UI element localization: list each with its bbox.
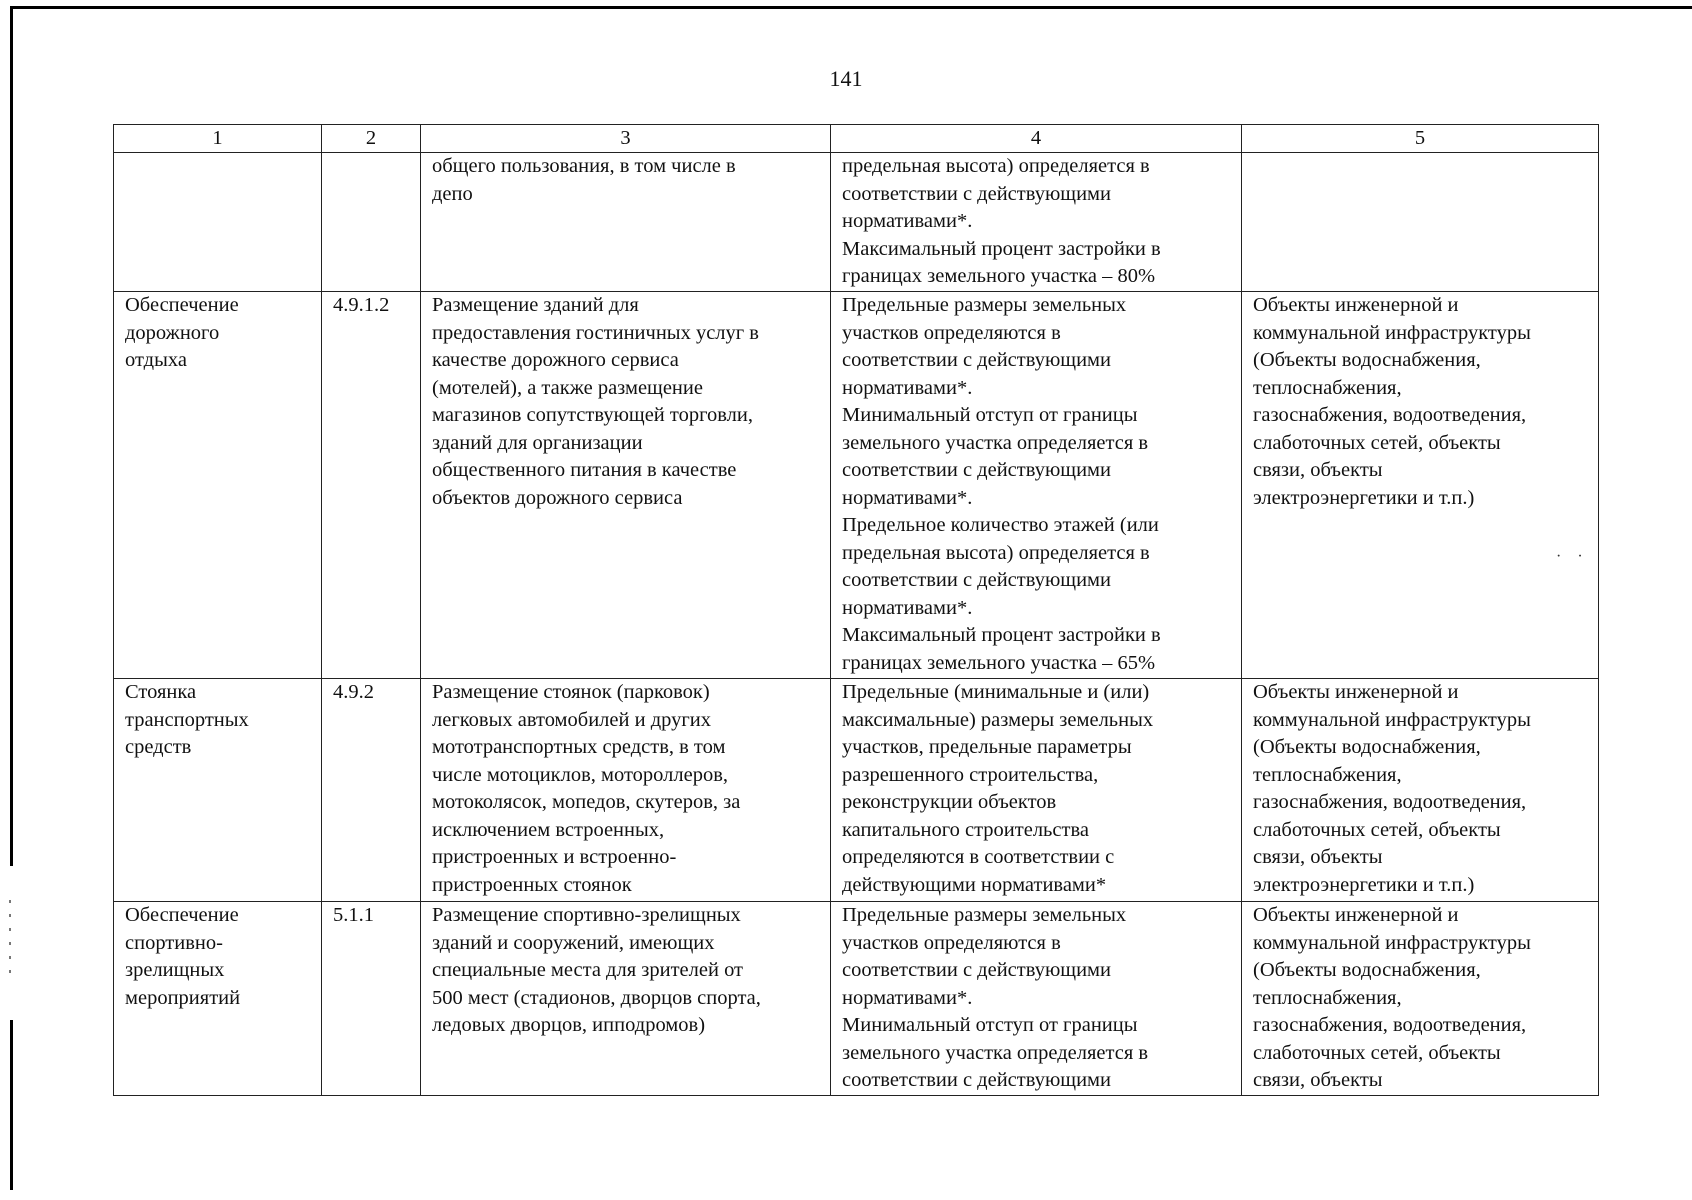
land-use-code-cell — [322, 679, 421, 902]
cell-text-line: соответствии с действующими — [842, 1069, 1111, 1091]
description-cell — [421, 153, 831, 292]
cell-text-line: газоснабжения, водоотведения, — [1253, 404, 1527, 426]
cell-text-line: Стоянка — [125, 681, 197, 703]
cell-text-line: Объекты инженерной и — [1253, 681, 1459, 703]
page-number: 141 — [829, 66, 863, 91]
cell-text-line: 500 мест (стадионов, дворцов спорта, — [432, 986, 761, 1009]
column-header-1: 1 — [114, 125, 322, 153]
table-row — [114, 292, 1599, 679]
cell-text-line: действующими нормативами* — [842, 873, 1107, 896]
scan-marks: · · — [1556, 548, 1589, 565]
cell-text-line: границах земельного участка – 80% — [842, 265, 1156, 287]
cell-text-line: пристроенных стоянок — [432, 873, 632, 896]
cell-text-line: участков, предельные параметры — [842, 736, 1132, 758]
cell-text-line: Максимальный процент застройки в — [842, 624, 1161, 646]
parameters-cell — [831, 679, 1242, 902]
auxiliary-uses-cell — [1242, 292, 1599, 679]
cell-text-line: магазинов сопутствующей торговли, — [432, 404, 753, 426]
cell-text-line: соответствии с действующими — [842, 182, 1111, 205]
cell-text-line: Размещение зданий для — [432, 294, 639, 316]
cell-text-line: предельная высота) определяется в — [842, 155, 1150, 177]
land-use-name-cell — [114, 153, 322, 292]
table-row — [114, 153, 1599, 292]
description-cell — [421, 902, 831, 1096]
cell-text-line: предоставления гостиничных услуг в — [432, 321, 759, 344]
cell-text-line: пристроенных и встроенно- — [432, 846, 677, 868]
cell-text-line: дорожного — [125, 321, 220, 344]
cell-text-line: Размещение стоянок (парковок) — [432, 681, 710, 703]
cell-text-line: нормативами*. — [842, 596, 973, 619]
cell-text-line: зданий и сооружений, имеющих — [432, 931, 715, 954]
cell-text-line: зрелищных — [125, 959, 225, 981]
land-use-name-cell — [114, 902, 322, 1096]
cell-text-line: теплоснабжения, — [1253, 763, 1402, 786]
cell-text-line: соответствии с действующими — [842, 349, 1111, 371]
land-use-code-cell — [322, 153, 421, 292]
auxiliary-uses-cell — [1242, 679, 1599, 902]
cell-text-line: транспортных — [125, 708, 249, 731]
cell-text-line: слаботочных сетей, объекты — [1253, 1041, 1501, 1064]
cell-text-line: Предельные (минимальные и (или) — [842, 681, 1150, 703]
table-row — [114, 902, 1599, 1096]
column-header-2: 2 — [322, 125, 421, 153]
cell-text-line: электроэнергетики и т.п.) — [1253, 873, 1475, 896]
auxiliary-uses-cell — [1242, 153, 1599, 292]
cell-text-line: Минимальный отступ от границы — [842, 1014, 1138, 1036]
land-use-code-cell — [322, 902, 421, 1096]
regulations-table — [113, 124, 1599, 1096]
cell-text-line: мотоколясок, мопедов, скутеров, за — [432, 791, 741, 813]
cell-text-line: (Объекты водоснабжения, — [1253, 736, 1481, 758]
cell-text-line: Предельные размеры земельных — [842, 294, 1127, 316]
cell-text-line: мототранспортных средств, в том — [432, 736, 726, 758]
cell-text-line: разрешенного строительства, — [842, 763, 1099, 786]
cell-text-line: коммунальной инфраструктуры — [1253, 708, 1531, 731]
cell-text-line: соответствии с действующими — [842, 959, 1111, 981]
cell-text-line: газоснабжения, водоотведения, — [1253, 791, 1527, 813]
cell-text-line: соответствии с действующими — [842, 459, 1111, 481]
cell-text-line: слаботочных сетей, объекты — [1253, 431, 1501, 454]
cell-text-line: электроэнергетики и т.п.) — [1253, 486, 1475, 509]
cell-text-line: определяются в соответствии с — [842, 846, 1115, 868]
cell-text-line: Минимальный отступ от границы — [842, 404, 1138, 426]
cell-text-line: (мотелей), а также размещение — [432, 376, 703, 399]
cell-text-line: ледовых дворцов, ипподромов) — [432, 1014, 706, 1036]
cell-text-line: Предельное количество этажей (или — [842, 514, 1159, 536]
cell-text-line: теплоснабжения, — [1253, 376, 1402, 399]
cell-text-line: Обеспечение — [125, 294, 239, 316]
cell-text-line: нормативами*. — [842, 376, 973, 399]
cell-text: 5.1.1 — [333, 904, 374, 926]
scan-edge-left — [10, 6, 13, 866]
cell-text-line: отдыха — [125, 349, 187, 371]
scan-speckle — [9, 900, 11, 980]
cell-text-line: Предельные размеры земельных — [842, 904, 1127, 926]
cell-text-line: Объекты инженерной и — [1253, 294, 1459, 316]
cell-text-line: специальные места для зрителей от — [432, 959, 744, 981]
cell-text-line: Размещение спортивно-зрелищных — [432, 904, 741, 926]
table-header-row — [114, 125, 1599, 153]
cell-text-line: слаботочных сетей, объекты — [1253, 818, 1501, 841]
land-use-code-cell — [322, 292, 421, 679]
cell-text-line: Объекты инженерной и — [1253, 904, 1459, 926]
cell-text-line: соответствии с действующими — [842, 569, 1111, 591]
cell-text-line: теплоснабжения, — [1253, 986, 1402, 1009]
cell-text-line: легковых автомобилей и других — [432, 708, 711, 731]
scan-edge-left-lower — [10, 1020, 13, 1190]
cell-text-line: участков определяются в — [842, 931, 1061, 954]
cell-text-line: числе мотоциклов, мотороллеров, — [432, 763, 729, 786]
cell-text-line: общего пользования, в том числе в — [432, 155, 736, 177]
cell-text-line: земельного участка определяется в — [842, 431, 1149, 454]
description-cell — [421, 679, 831, 902]
parameters-cell — [831, 902, 1242, 1096]
column-header-5: 5 — [1242, 125, 1599, 153]
cell-text: 4.9.2 — [333, 681, 374, 703]
cell-text-line: Максимальный процент застройки в — [842, 237, 1161, 260]
parameters-cell — [831, 153, 1242, 292]
column-header-3: 3 — [421, 125, 831, 153]
cell-text-line: нормативами*. — [842, 210, 973, 232]
cell-text-line: коммунальной инфраструктуры — [1253, 321, 1531, 344]
cell-text-line: участков определяются в — [842, 321, 1061, 344]
cell-text-line: объектов дорожного сервиса — [432, 486, 683, 509]
cell-text-line: исключением встроенных, — [432, 818, 665, 841]
cell-text-line: мероприятий — [125, 986, 241, 1009]
cell-text-line: связи, объекты — [1253, 459, 1383, 481]
cell-text-line: Обеспечение — [125, 904, 239, 926]
cell-text-line: коммунальной инфраструктуры — [1253, 931, 1531, 954]
table-row — [114, 679, 1599, 902]
cell-text-line: депо — [432, 182, 473, 205]
cell-text-line: максимальные) размеры земельных — [842, 708, 1154, 731]
cell-text-line: реконструкции объектов — [842, 791, 1057, 813]
column-header-4: 4 — [831, 125, 1242, 153]
cell-text-line: газоснабжения, водоотведения, — [1253, 1014, 1527, 1036]
cell-text-line: общественного питания в качестве — [432, 459, 737, 481]
land-use-name-cell — [114, 292, 322, 679]
auxiliary-uses-cell — [1242, 902, 1599, 1096]
cell-text-line: зданий для организации — [432, 431, 643, 454]
cell-text-line: нормативами*. — [842, 486, 973, 509]
cell-text-line: связи, объекты — [1253, 846, 1383, 868]
cell-text-line: связи, объекты — [1253, 1069, 1383, 1091]
cell-text-line: земельного участка определяется в — [842, 1041, 1149, 1064]
cell-text-line: (Объекты водоснабжения, — [1253, 349, 1481, 371]
cell-text-line: капитального строительства — [842, 818, 1089, 841]
cell-text-line: качестве дорожного сервиса — [432, 349, 679, 371]
cell-text-line: нормативами*. — [842, 986, 973, 1009]
cell-text-line: предельная высота) определяется в — [842, 541, 1150, 564]
parameters-cell — [831, 292, 1242, 679]
scan-edge-top — [10, 6, 1692, 9]
cell-text-line: (Объекты водоснабжения, — [1253, 959, 1481, 981]
cell-text-line: спортивно- — [125, 931, 223, 954]
cell-text-line: средств — [125, 736, 192, 758]
cell-text: 4.9.1.2 — [333, 294, 390, 316]
description-cell — [421, 292, 831, 679]
land-use-name-cell — [114, 679, 322, 902]
cell-text-line: границах земельного участка – 65% — [842, 651, 1156, 674]
